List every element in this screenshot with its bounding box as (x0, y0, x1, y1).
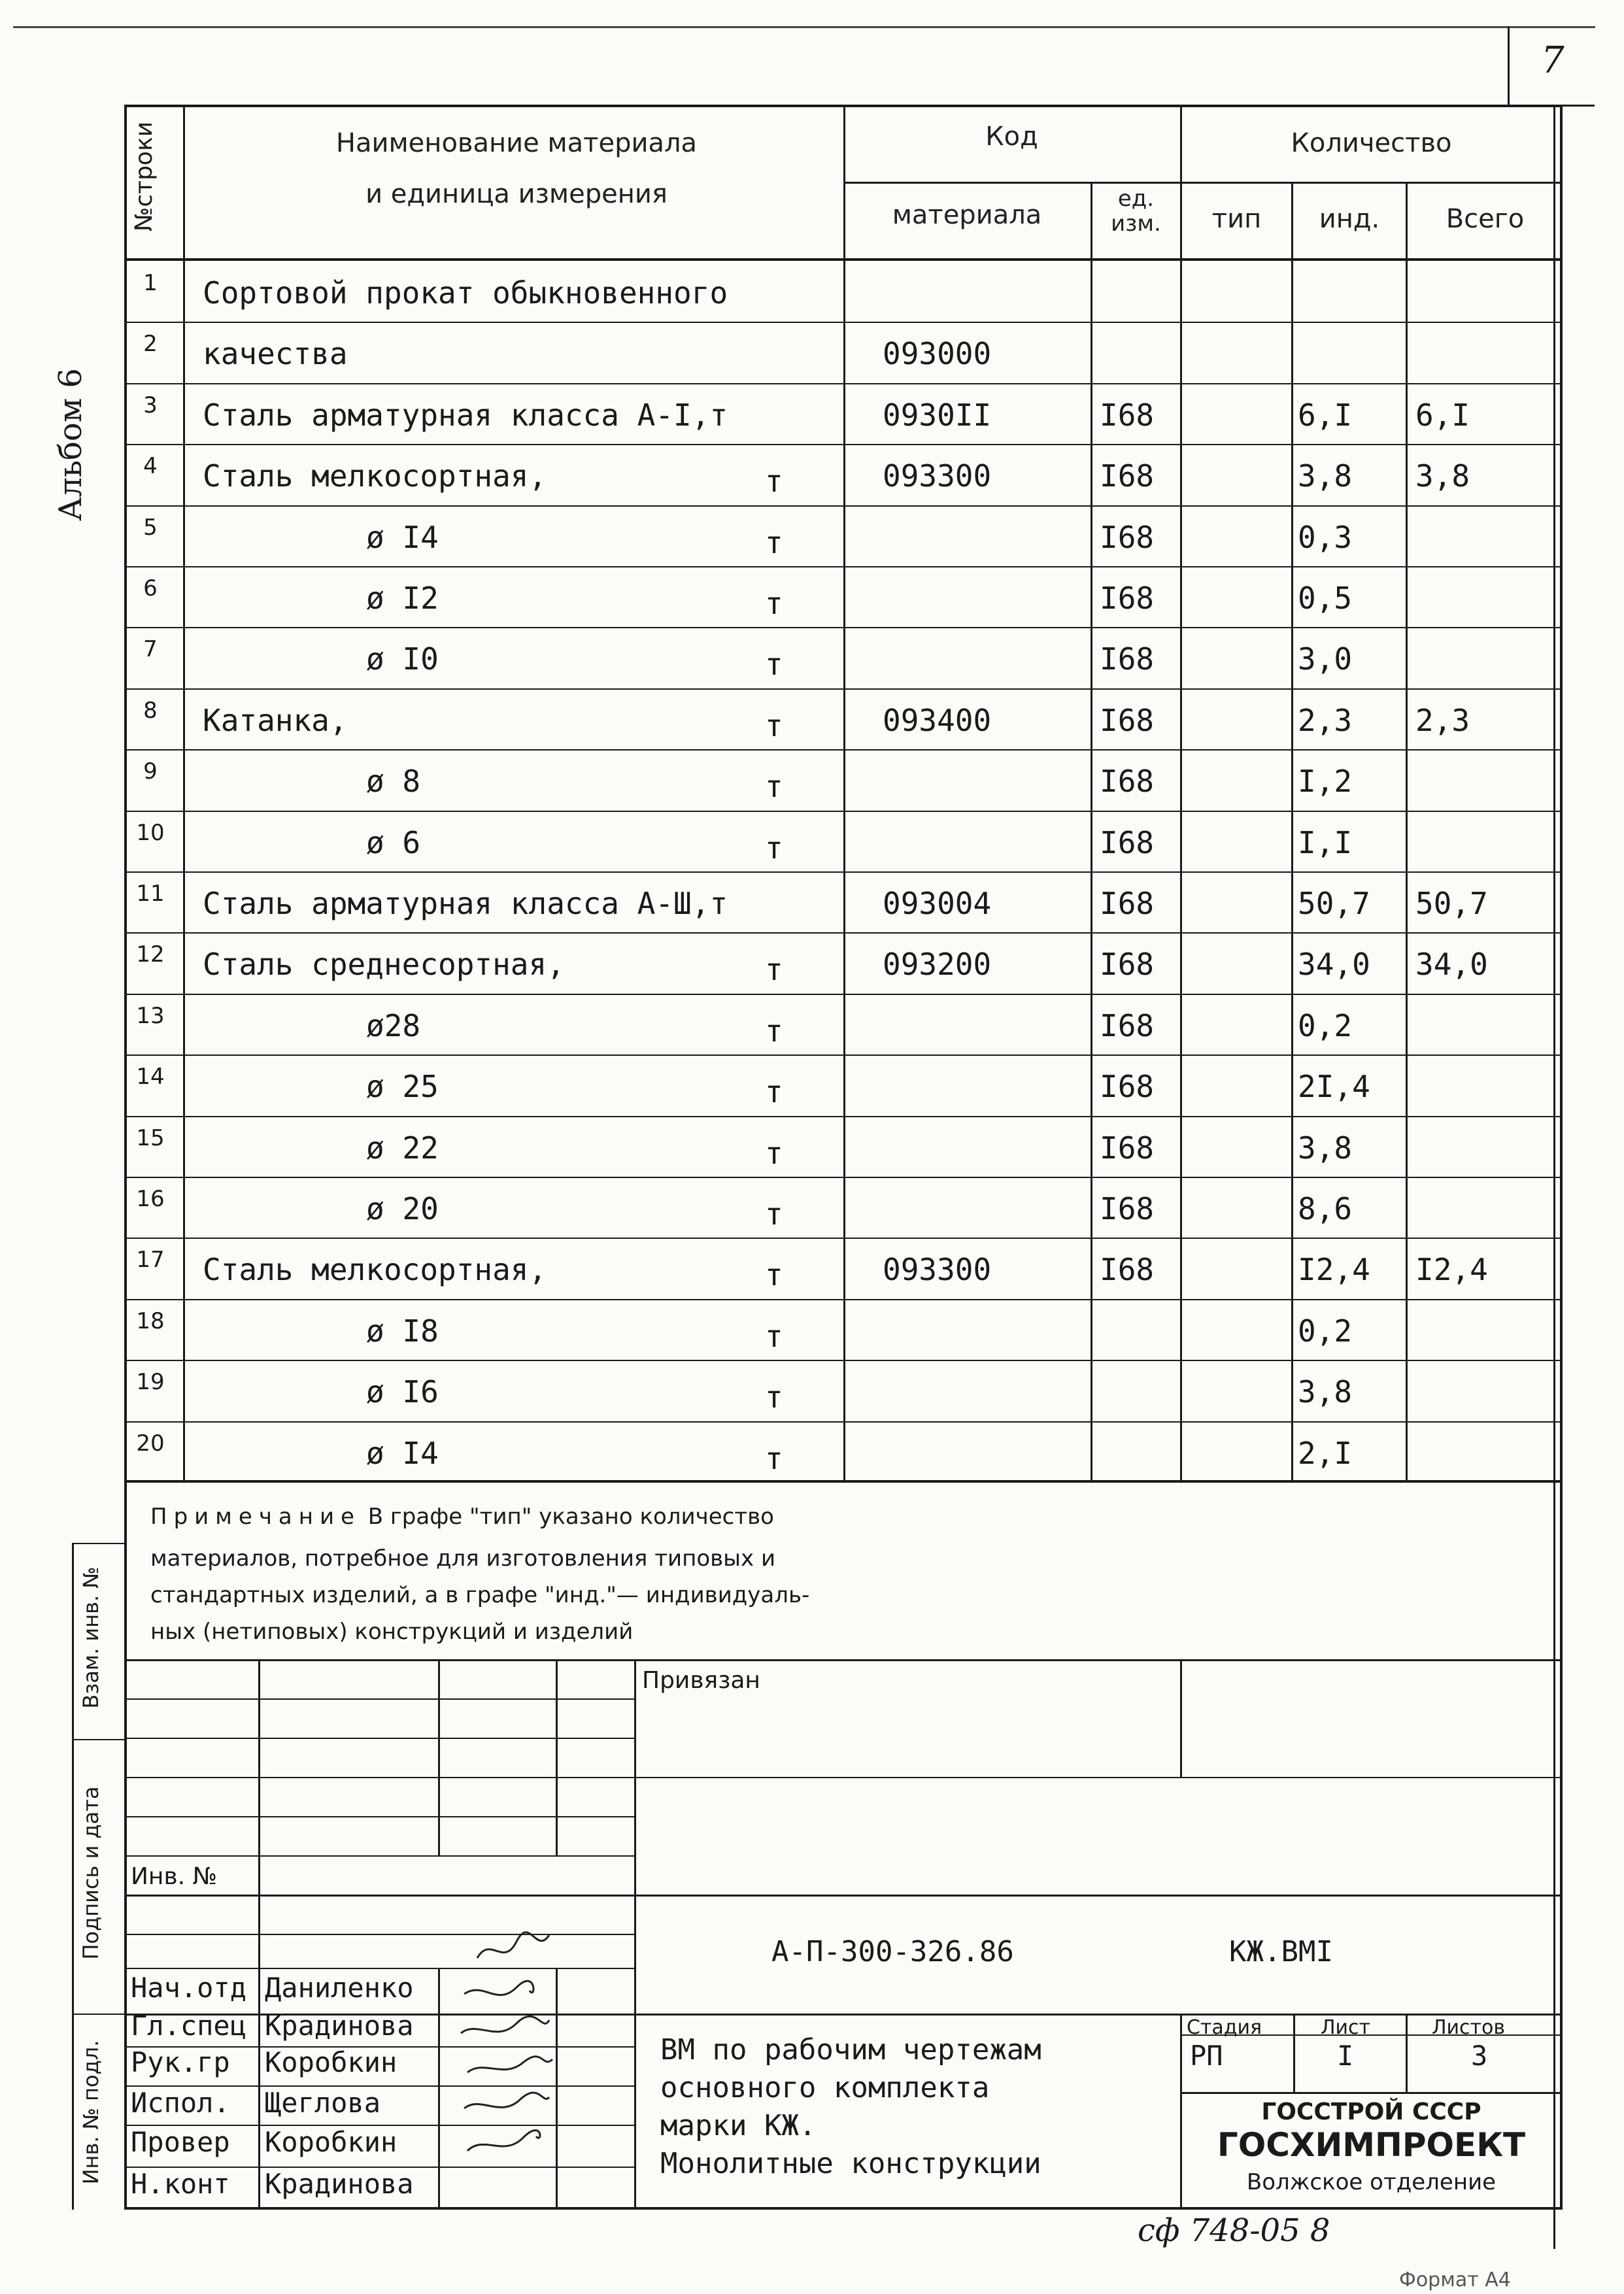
row-divider (124, 1238, 1563, 1239)
row-number: 19 (136, 1369, 165, 1396)
unit-label: т (765, 524, 783, 560)
stage-label: Стадия (1187, 2016, 1262, 2039)
qty-ind: I,2 (1298, 764, 1353, 800)
row-number: 17 (136, 1247, 165, 1274)
header-bottom-line (124, 258, 1563, 261)
col-divider-unit (1180, 105, 1182, 1483)
sheets-label: Листов (1432, 2016, 1506, 2039)
role-title: Провер (131, 2126, 230, 2158)
unit-label: т (765, 647, 783, 683)
unit-label: т (765, 1013, 783, 1049)
stage-value: РП (1190, 2040, 1223, 2072)
material-name: ø 22 (366, 1130, 439, 1166)
tb-col3 (556, 1659, 558, 1855)
unit-code: I68 (1100, 397, 1155, 433)
material-name: ø I6 (366, 1374, 439, 1410)
qty-ind: 6,I (1298, 397, 1353, 433)
col-divider-num (183, 105, 185, 1483)
row-number: 4 (143, 453, 158, 480)
row-number: 15 (136, 1124, 165, 1151)
unit-code: I68 (1100, 581, 1155, 616)
side-podpis-data: Подпись и дата (78, 1786, 103, 1960)
material-code: 093000 (883, 336, 992, 372)
description-line-1: ВМ по рабочим чертежам (660, 2033, 1041, 2066)
unit-label: т (765, 1440, 783, 1476)
row-number: 9 (143, 758, 158, 785)
material-name: ø 25 (366, 1069, 439, 1105)
row-divider (124, 1054, 1563, 1056)
qty-total: 34,0 (1415, 947, 1488, 983)
tb-h2 (124, 1738, 634, 1739)
col-divider-name (843, 105, 845, 1483)
unit-code: I68 (1100, 641, 1155, 677)
tb-h3 (124, 1777, 1563, 1778)
unit-label: т (765, 707, 783, 743)
material-name: ø28 (366, 1007, 421, 1043)
unit-label: т (765, 830, 783, 866)
header-name-line2: и единица измерения (365, 179, 668, 209)
tb-h8 (124, 1968, 634, 1969)
sheet-value: I (1337, 2040, 1354, 2072)
header-code-unit: ед. изм. (1111, 186, 1161, 237)
material-name: Сталь арматурная класса А-I,т (203, 397, 728, 433)
qty-ind: 3,8 (1298, 458, 1353, 494)
row-divider (124, 871, 1563, 873)
row-number: 16 (136, 1186, 165, 1212)
row-number: 12 (136, 941, 165, 968)
note-line4: ных (нетиповых) конструкций и изделий (150, 1619, 634, 1645)
row-divider (124, 994, 1563, 995)
unit-code: I68 (1100, 1191, 1155, 1226)
header-code: Код (985, 122, 1038, 152)
tb-col3b (556, 1968, 558, 2208)
unit-label: т (765, 769, 783, 805)
org-line-1: ГОССТРОЙ СССР (1261, 2099, 1481, 2125)
header-qty-total: Всего (1446, 204, 1525, 234)
material-name: Сталь среднесортная, (203, 947, 565, 983)
tb-sheets-div (1406, 2014, 1408, 2092)
row-divider (124, 1177, 1563, 1178)
qty-ind: 3,0 (1298, 641, 1353, 677)
header-qty-type: тип (1211, 204, 1262, 234)
unit-code: I68 (1100, 1007, 1155, 1043)
qty-ind: 50,7 (1298, 886, 1370, 921)
unit-label: т (765, 1257, 783, 1293)
row-number: 11 (136, 881, 165, 907)
qty-ind: 2,I (1298, 1435, 1353, 1471)
role-person: Коробкин (265, 2046, 398, 2078)
qty-ind: 0,3 (1298, 519, 1353, 555)
side-vzam-inv: Взам. инв. № (78, 1566, 103, 1709)
sheets-value: 3 (1471, 2040, 1488, 2072)
unit-label: т (765, 1135, 783, 1171)
qty-total: 3,8 (1415, 458, 1470, 494)
role-title: Н.конт (131, 2168, 230, 2200)
description-line-4: Монолитные конструкции (660, 2147, 1041, 2180)
row-number: 10 (136, 819, 165, 846)
row-divider (124, 383, 1563, 384)
col-divider-code (1091, 182, 1092, 1483)
qty-ind: 3,8 (1298, 1130, 1353, 1166)
row-number: 7 (143, 636, 158, 663)
tb-side-strip (72, 1543, 74, 2210)
material-name: Сталь мелкосортная, (203, 458, 547, 494)
qty-total: 6,I (1415, 397, 1470, 433)
unit-label: т (765, 586, 783, 621)
row-divider (124, 322, 1563, 323)
row-number: 14 (136, 1064, 165, 1090)
row-number: 13 (136, 1002, 165, 1029)
sheet-label: Лист (1321, 2016, 1371, 2039)
tb-h4 (124, 1816, 634, 1817)
tb-side-h3 (72, 2014, 124, 2015)
tb-privyazan-div (1180, 1659, 1182, 1777)
footer-code: сф 748-05 8 (1138, 2212, 1330, 2249)
role-title: Нач.отд (131, 1972, 247, 2004)
material-name: ø 8 (366, 764, 421, 800)
material-code: 0930II (883, 397, 992, 433)
role-title: Гл.спец (131, 2010, 247, 2042)
doc-code: А-П-300-326.86 (771, 1935, 1014, 1968)
qty-total: 2,3 (1415, 702, 1470, 738)
row-divider (124, 1299, 1563, 1300)
material-name: ø I2 (366, 581, 439, 616)
note-line1 (150, 1504, 774, 1530)
unit-label: т (765, 464, 783, 499)
qty-ind: 3,8 (1298, 1374, 1353, 1410)
tb-sheet-div (1293, 2014, 1295, 2092)
unit-code: I68 (1100, 519, 1155, 555)
unit-code: I68 (1100, 1069, 1155, 1105)
row-number: 5 (143, 514, 158, 541)
material-code: 093300 (883, 458, 992, 494)
qty-total: I2,4 (1415, 1252, 1488, 1288)
qty-ind: 34,0 (1298, 947, 1370, 983)
tb-h6 (124, 1895, 1563, 1897)
tb-h5 (124, 1855, 634, 1857)
material-code: 093200 (883, 947, 992, 983)
top-border-line (13, 26, 1595, 28)
material-name: Сталь мелкосортная, (203, 1252, 547, 1288)
note-line2: материалов, потребное для изготовления типовых и (150, 1545, 776, 1572)
unit-code: I68 (1100, 1130, 1155, 1166)
unit-label: т (765, 1379, 783, 1415)
note-line3: стандартных изделий, а в графе "инд."— индивидуаль- (150, 1582, 810, 1608)
material-name: ø I8 (366, 1313, 439, 1349)
material-name: качества (203, 336, 348, 372)
col-divider-ind (1406, 182, 1408, 1483)
row-divider (124, 1116, 1563, 1117)
tb-left-line (124, 1483, 127, 2208)
row-divider (124, 1421, 1563, 1423)
qty-ind: 2,3 (1298, 702, 1353, 738)
header-qty-ind: инд. (1319, 204, 1380, 234)
qty-ind: 0,2 (1298, 1313, 1353, 1349)
role-person: Даниленко (265, 1972, 414, 2004)
qty-ind: I2,4 (1298, 1252, 1370, 1288)
tb-stage-h2 (1180, 2092, 1563, 2094)
row-divider (124, 1360, 1563, 1361)
header-row-number: №строки (131, 121, 158, 232)
row-divider (124, 566, 1563, 567)
header-subline (843, 182, 1563, 184)
material-name: ø I0 (366, 641, 439, 677)
row-number: 18 (136, 1307, 165, 1334)
material-code: 093400 (883, 702, 992, 738)
qty-ind: 0,2 (1298, 1007, 1353, 1043)
material-code: 093300 (883, 1252, 992, 1288)
role-person: Щеглова (265, 2087, 381, 2119)
tb-bottom-line (124, 2207, 1563, 2210)
tb-col2 (438, 1659, 440, 1855)
note-line1-text: В графе "тип" указано количество (367, 1504, 774, 1530)
unit-label: т (765, 952, 783, 988)
role-person: Крадинова (265, 2168, 414, 2200)
page-number: 7 (1541, 39, 1565, 82)
row-divider (124, 932, 1563, 934)
role-title: Рук.гр (131, 2046, 230, 2078)
role-person: Коробкин (265, 2126, 398, 2158)
unit-label: т (765, 1074, 783, 1110)
unit-code: I68 (1100, 1252, 1155, 1288)
format-label: Формат А4 (1399, 2269, 1511, 2291)
tb-h7 (124, 1934, 634, 1935)
qty-ind: 8,6 (1298, 1191, 1353, 1226)
album-label: Альбом 6 (52, 368, 89, 521)
header-name: Наименование материала (335, 128, 698, 158)
unit-code: I68 (1100, 947, 1155, 983)
row-number: 2 (143, 331, 158, 358)
material-name: Сортовой прокат обыкновенного (203, 275, 728, 311)
qty-ind: I,I (1298, 824, 1353, 860)
org-line-2: ГОСХИМПРОЕКТ (1217, 2126, 1526, 2164)
col-divider-type (1291, 182, 1293, 1483)
row-number: 1 (143, 270, 158, 296)
material-name: Катанка, (203, 702, 348, 738)
row-number: 6 (143, 575, 158, 601)
row-number: 3 (143, 392, 158, 418)
role-person: Крадинова (265, 2010, 414, 2042)
row-divider (124, 505, 1563, 507)
qty-ind: 0,5 (1298, 581, 1353, 616)
unit-code: I68 (1100, 764, 1155, 800)
material-name: ø I4 (366, 1435, 439, 1471)
unit-code: I68 (1100, 702, 1155, 738)
description-line-2: основного комплекта (660, 2071, 990, 2104)
row-divider (124, 749, 1563, 751)
tb-top-line (124, 1659, 1563, 1661)
tb-col4 (634, 1659, 636, 2208)
privyazan-label: Привязан (642, 1667, 760, 1694)
unit-code: I68 (1100, 886, 1155, 921)
material-name: Сталь арматурная класса А-Ш,т (203, 886, 728, 921)
unit-label: т (765, 1196, 783, 1232)
row-number: 8 (143, 697, 158, 724)
row-divider (124, 811, 1563, 812)
material-name: ø I4 (366, 519, 439, 555)
description-line-3: марки КЖ. (660, 2109, 817, 2142)
unit-code: I68 (1100, 824, 1155, 860)
unit-label: т (765, 1318, 783, 1354)
row-divider (124, 688, 1563, 690)
material-name: ø 6 (366, 824, 421, 860)
inv-no-label: Инв. № (131, 1863, 218, 1890)
row-number: 20 (136, 1430, 165, 1457)
material-code: 093004 (883, 886, 992, 921)
role-title: Испол. (131, 2087, 230, 2119)
header-quantity: Количество (1291, 128, 1452, 158)
note-title: Примечание (150, 1504, 361, 1530)
tb-h1 (124, 1698, 634, 1700)
tb-col2b (438, 1968, 440, 2208)
material-name: ø 20 (366, 1191, 439, 1226)
qty-ind: 2I,4 (1298, 1069, 1370, 1105)
header-code-material: материала (892, 200, 1042, 230)
unit-code: I68 (1100, 458, 1155, 494)
row-divider (124, 627, 1563, 628)
side-inv-podl: Инв. № подл. (78, 2040, 103, 2185)
qty-total: 50,7 (1415, 886, 1488, 921)
row-divider (124, 444, 1563, 445)
org-line-3: Волжское отделение (1246, 2169, 1497, 2195)
signatures-graphic (458, 1929, 556, 2164)
doc-mark: КЖ.ВМI (1229, 1935, 1333, 1968)
